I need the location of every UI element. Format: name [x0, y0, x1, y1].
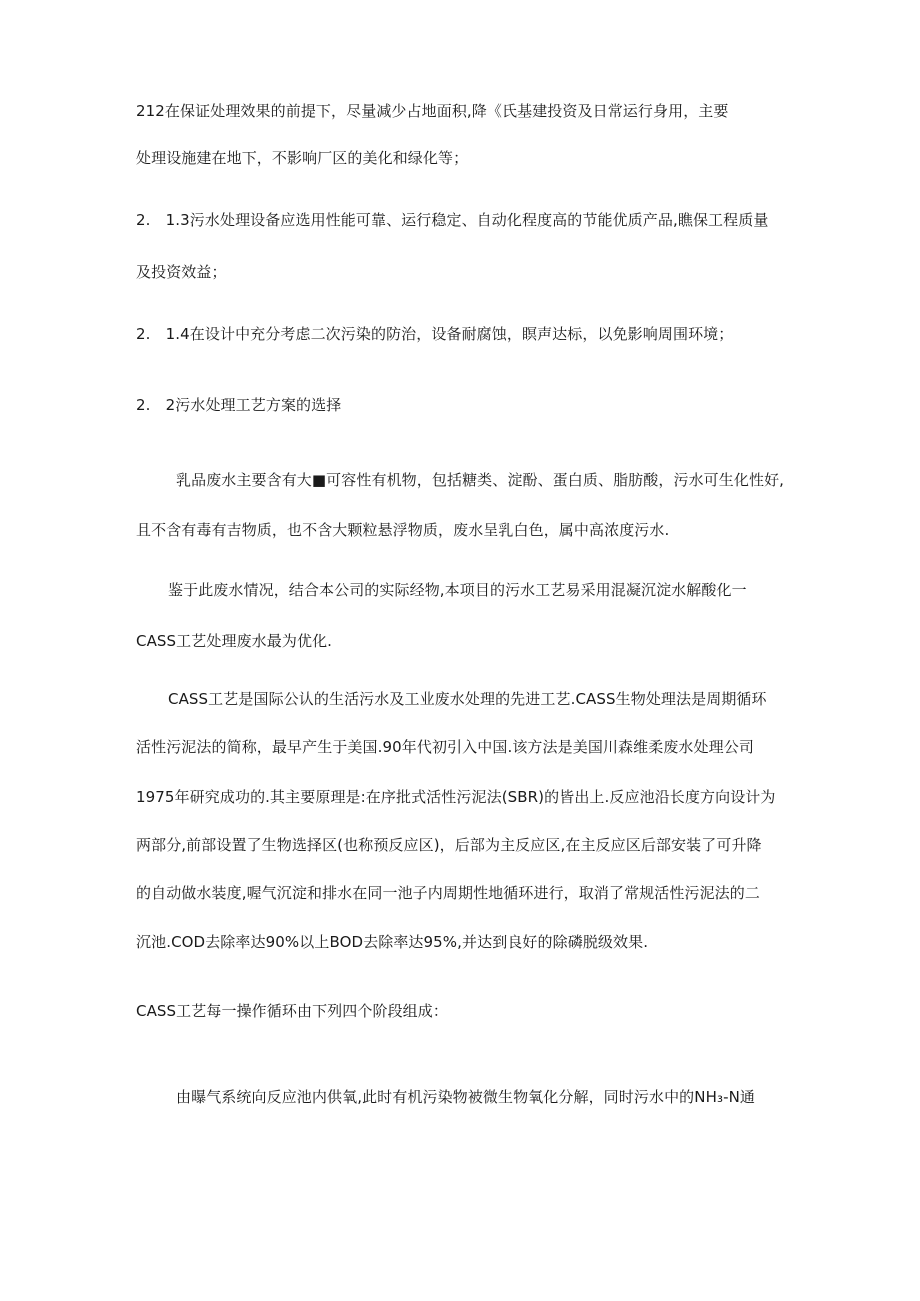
paragraph-line: 1975年研究成功的.其主要原理是:在序批式活性污泥法(SBR)的皆出上.反应池沿长度方向设计为	[136, 788, 776, 806]
paragraph-line: CASS工艺是国际公认的生活污水及工业废水处理的先进工艺.CASS生物处理法是周期循环	[168, 690, 767, 708]
paragraph-line: 处理设施建在地下，不影响厂区的美化和绿化等；	[136, 149, 469, 167]
paragraph-line: 沉池.COD去除率达90%以上BOD去除率达95%,并达到良好的除磷脱级效果.	[136, 933, 649, 951]
paragraph-line: 及投资效益；	[136, 263, 227, 281]
paragraph-line: 且不含有毒有吉物质，也不含大颗粒悬浮物质，废水呈乳白色，属中高浓度污水.	[136, 521, 670, 539]
paragraph-line: 的自动做水装度,喔气沉淀和排水在同一池子内周期性地循环进行，取消了常规活性污泥法的二	[136, 884, 760, 902]
paragraph-line: 由曝气系统向反应池内供氧,此时有机污染物被微生物氧化分解，同时污水中的NH₃-N通	[176, 1088, 756, 1106]
paragraph-line: 212在保证处理效果的前提下，尽量减少占地面积,降《氏基建投资及日常运行身用，主要	[136, 102, 729, 120]
paragraph-line: 乳品废水主要含有大■可容性有机物，包括糖类、淀酚、蛋白质、脂肪酸，污水可生化性好,	[176, 471, 785, 489]
paragraph-line: 两部分,前部设置了生物选择区(也称预反应区)，后部为主反应区,在主反应区后部安装了可升降	[136, 836, 762, 854]
section-heading: 2. 2污水处理工艺方案的选择	[136, 396, 342, 414]
paragraph-line: 活性污泥法的简称，最早产生于美国.90年代初引入中国.该方法是美国川森维柔废水处理公司	[136, 738, 754, 756]
paragraph-line: CASS工艺处理废水最为优化.	[136, 632, 333, 650]
paragraph-line: 鉴于此废水情况，结合本公司的实际经物,本项目的污水工艺易采用混凝沉淀水解酸化一	[168, 581, 747, 599]
paragraph-line: 2. 1.3污水处理设备应选用性能可靠、运行稳定、自动化程度高的节能优质产品,瞧保工程质量	[136, 211, 769, 229]
paragraph-line: CASS工艺每一操作循环由下列四个阶段组成：	[136, 1002, 448, 1020]
paragraph-line: 2. 1.4在设计中充分考虑二次污染的防治，设备耐腐蚀，瞑声达标，以免影响周围环境；	[136, 325, 734, 343]
